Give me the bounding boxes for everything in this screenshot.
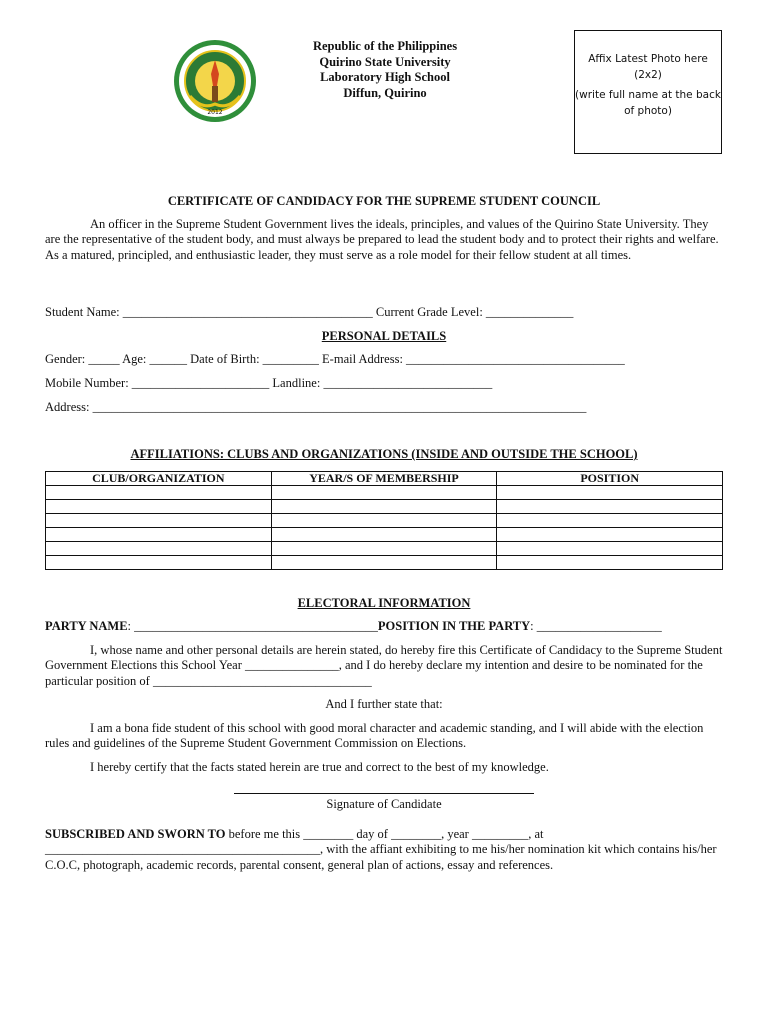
table-cell[interactable]	[497, 514, 723, 528]
table-cell[interactable]	[271, 486, 497, 500]
table-row	[46, 542, 723, 556]
table-row	[46, 528, 723, 542]
header-years: YEAR/S OF MEMBERSHIP	[271, 472, 497, 486]
photo-box-line2: (2x2)	[634, 68, 662, 81]
table-cell[interactable]	[497, 542, 723, 556]
header-location: Diffun, Quirino	[343, 85, 427, 100]
sworn-paragraph	[45, 827, 723, 873]
table-cell[interactable]	[46, 542, 272, 556]
header-university: Quirino State University	[319, 54, 451, 69]
university-seal-logo	[172, 38, 258, 124]
table-cell[interactable]	[271, 528, 497, 542]
table-cell[interactable]	[497, 556, 723, 570]
table-cell[interactable]	[497, 528, 723, 542]
electoral-info-title: ELECTORAL INFORMATION	[297, 596, 471, 610]
position-in-party-blank: : ____________________	[530, 619, 662, 633]
table-cell[interactable]	[271, 542, 497, 556]
signature-label: Signature of Candidate	[326, 797, 442, 811]
table-cell[interactable]	[46, 514, 272, 528]
position-in-party-label: POSITION IN THE PARTY	[377, 619, 531, 633]
table-row	[46, 500, 723, 514]
header-school: Laboratory High School	[320, 70, 450, 84]
svg-text:2012: 2012	[207, 109, 223, 116]
bona-fide-paragraph: I am a bona fide student of this school with good moral character and academic standing, and I will abide with the election rules and guidelines of the Supreme Student Government Commission on Elections.	[45, 721, 704, 751]
personal-details-title: PERSONAL DETAILS	[321, 329, 447, 343]
table-cell[interactable]	[271, 514, 497, 528]
table-cell[interactable]	[46, 528, 272, 542]
certificate-title: CERTIFICATE OF CANDIDACY FOR THE SUPREME STUDENT COUNCIL	[167, 194, 601, 208]
certify-paragraph: I hereby certify that the facts stated herein are true and correct to the best of my knowledge.	[90, 760, 549, 774]
student-name-line: Student Name: ________________________________________ Current Grade Level: ______________	[45, 305, 574, 319]
table-row	[46, 486, 723, 500]
signature-line	[234, 793, 534, 794]
party-line	[45, 619, 662, 634]
affiliations-title: AFFILIATIONS: CLUBS AND ORGANIZATIONS (INSIDE AND OUTSIDE THE SCHOOL)	[130, 447, 638, 461]
party-name-label: PARTY NAME	[45, 619, 128, 633]
table-row	[46, 556, 723, 570]
photo-box-line3: (write full name at the back of photo)	[575, 89, 721, 117]
sworn-text: before me this ________ day of ________, year _________, at ____________________________________________, with the affiant exhibiting to me his/her nomination kit which contains his/her C.O.C, photograph, academic records, parental consent, general plan of actions, essay and references.	[45, 827, 717, 872]
table-cell[interactable]	[46, 556, 272, 570]
table-cell[interactable]	[497, 486, 723, 500]
document-header	[270, 39, 500, 101]
header-club: CLUB/ORGANIZATION	[46, 472, 272, 486]
party-name-blank: : _______________________________________	[127, 619, 378, 633]
intro-paragraph: An officer in the Supreme Student Government lives the ideals, principles, and values of the Quirino State University. They are the representative of the student body, and must always be prepared to lead the student body and to protect their rights and welfare. As a matured, principled, and enthusiastic leader, they must serve as a role model for their fellow student at all times.	[45, 217, 719, 262]
photo-box-line1: Affix Latest Photo here	[588, 53, 708, 65]
table-cell[interactable]	[271, 500, 497, 514]
affiliations-table	[45, 471, 723, 570]
header-republic: Republic of the Philippines	[312, 39, 458, 53]
header-position: POSITION	[497, 472, 723, 486]
personal-line-gender-age: Gender: _____ Age: ______ Date of Birth: _________ E-mail Address: ___________________________________	[45, 352, 625, 366]
table-row	[46, 514, 723, 528]
table-cell[interactable]	[497, 500, 723, 514]
photo-placeholder-box	[574, 30, 722, 154]
table-cell[interactable]	[46, 500, 272, 514]
table-cell[interactable]	[271, 556, 497, 570]
table-header-row	[46, 472, 723, 486]
declaration-paragraph: I, whose name and other personal details are herein stated, do hereby fire this Certificate of Candidacy to the Supreme Student Government Elections this School Year _______________, and I do hereby declare my intention and desire to be nominated for the particular position of ___________________________________	[45, 643, 723, 688]
sworn-label: SUBSCRIBED AND SWORN TO	[45, 827, 226, 841]
table-cell[interactable]	[46, 486, 272, 500]
further-state-line: And I further state that:	[325, 697, 443, 711]
personal-line-phone: Mobile Number: ______________________ Landline: ___________________________	[45, 376, 493, 390]
personal-line-address: Address: _______________________________________________________________________________	[45, 400, 587, 414]
